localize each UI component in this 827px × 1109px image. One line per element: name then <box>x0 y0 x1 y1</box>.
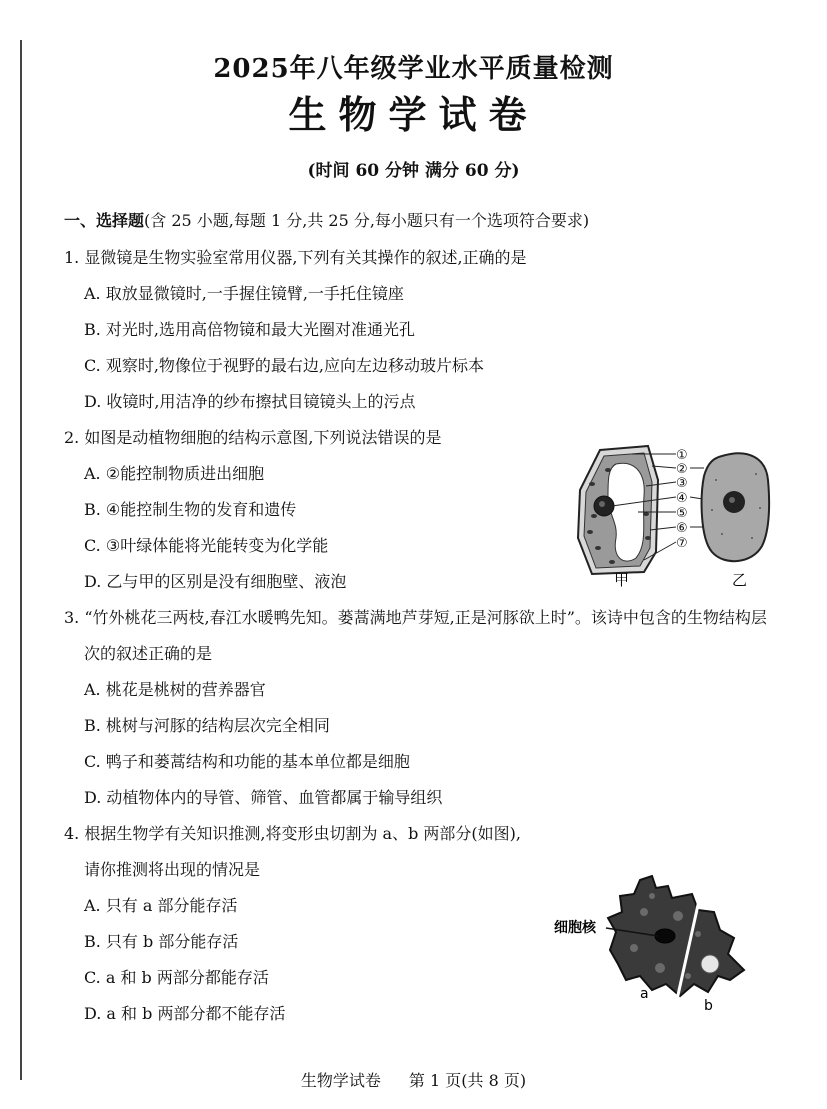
label-4: ④ <box>676 491 688 506</box>
section-note: (含 25 小题,每题 1 分,共 25 分,每小题只有一个选项符合要求) <box>144 211 590 230</box>
nucleus-label: 细胞核 <box>554 920 596 936</box>
question-1-option-b: B. 对光时,选用高倍物镜和最大光圈对准通光孔 <box>84 320 416 339</box>
part-a-label: a <box>640 986 649 1002</box>
label-5: ⑤ <box>676 506 688 521</box>
question-4-stem-cont: 请你推测将出现的情况是 <box>84 860 261 879</box>
question-4-option-b: B. 只有 b 部分能存活 <box>84 932 239 951</box>
question-1-option-d: D. 收镜时,用洁净的纱布擦拭目镜镜头上的污点 <box>84 392 416 411</box>
page-footer <box>0 1068 827 1091</box>
label-1: ① <box>676 448 688 463</box>
label-7: ⑦ <box>676 536 688 551</box>
animal-nucleolus <box>729 497 735 503</box>
amoeba-diagram <box>548 872 768 1012</box>
label-6: ⑥ <box>676 521 688 536</box>
question-1-option-a: A. 取放显微镜时,一手握住镜臂,一手托住镜座 <box>84 284 404 303</box>
question-4-option-a: A. 只有 a 部分能存活 <box>84 896 238 915</box>
question-2-option-a: A. ②能控制物质进出细胞 <box>84 464 265 483</box>
footer-page-number: 第 1 页(共 8 页) <box>408 1071 527 1090</box>
plant-nucleolus <box>599 501 605 507</box>
label-yi: 乙 <box>732 571 748 589</box>
label-2: ② <box>676 462 688 477</box>
question-3-option-b: B. 桃树与河豚的结构层次完全相同 <box>84 716 330 735</box>
question-2-option-c: C. ③叶绿体能将光能转变为化学能 <box>84 536 329 555</box>
section-label: 一、选择题 <box>64 211 145 230</box>
label-3: ③ <box>676 476 688 491</box>
section-heading <box>64 210 589 232</box>
question-1-option-c: C. 观察时,物像位于视野的最右边,应向左边移动玻片标本 <box>84 356 485 375</box>
question-3-stem: 3. “竹外桃花三两枝,春江水暖鸭先知。蒌蒿满地芦芽短,正是河豚欲上时”。该诗中包含的生物结构层 <box>64 608 767 627</box>
footer-subject: 生物学试卷 <box>300 1071 381 1090</box>
exam-subtitle: 2025年八年级学业水平质量检测 <box>213 54 614 84</box>
question-4-option-c: C. a 和 b 两部分都能存活 <box>84 968 269 987</box>
question-3-option-c: C. 鸭子和蒌蒿结构和功能的基本单位都是细胞 <box>84 752 410 771</box>
time-info: (时间 60 分钟 满分 60 分) <box>307 161 520 181</box>
amoeba-body <box>608 876 744 996</box>
question-2-option-d: D. 乙与甲的区别是没有细胞壁、液泡 <box>84 572 347 591</box>
page-title: 生物学试卷 <box>288 92 539 137</box>
question-3-option-a: A. 桃花是桃树的营养器官 <box>84 680 266 699</box>
cell-structure-diagram <box>572 440 792 590</box>
question-1-stem: 1. 显微镜是生物实验室常用仪器,下列有关其操作的叙述,正确的是 <box>64 248 527 267</box>
label-jia: 甲 <box>614 571 630 589</box>
question-2-stem: 2. 如图是动植物细胞的结构示意图,下列说法错误的是 <box>64 428 442 447</box>
question-2-option-b: B. ④能控制生物的发育和遗传 <box>84 500 297 519</box>
question-3-stem-cont: 次的叙述正确的是 <box>84 644 213 663</box>
question-4-stem: 4. 根据生物学有关知识推测,将变形虫切割为 a、b 两部分(如图), <box>64 824 521 843</box>
question-4-option-d: D. a 和 b 两部分都不能存活 <box>84 1004 286 1023</box>
amoeba-vacuole <box>701 955 719 973</box>
page-binding-edge <box>20 40 22 1080</box>
question-3-option-d: D. 动植物体内的导管、筛管、血管都属于输导组织 <box>84 788 443 807</box>
part-b-label: b <box>704 998 713 1012</box>
